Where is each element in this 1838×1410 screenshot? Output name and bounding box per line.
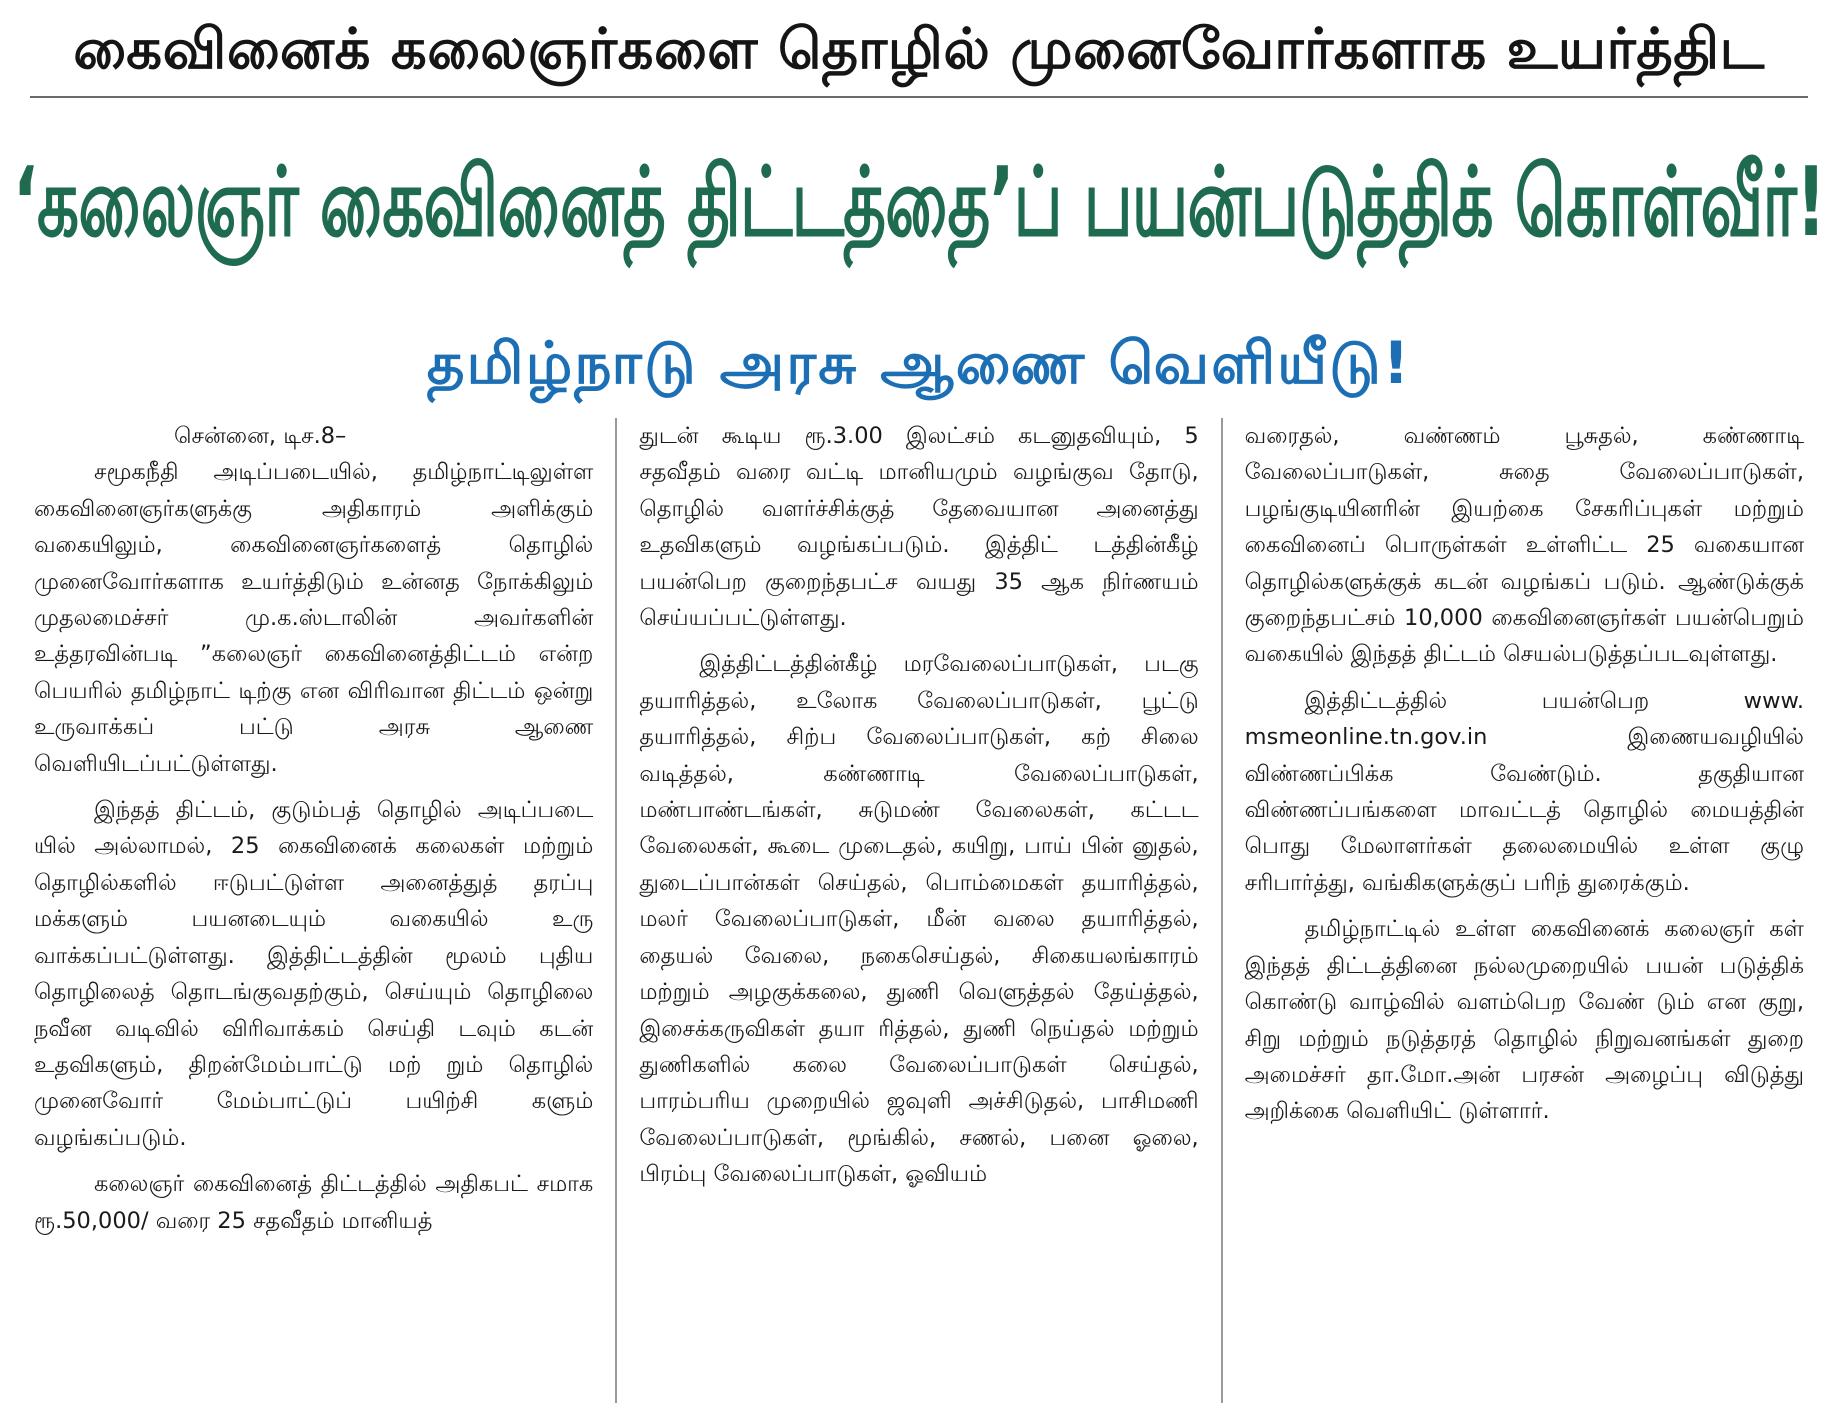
column-1 [12, 418, 615, 1403]
paragraph: இத்திட்டத்தில் பயன்பெற www. msmeonline.tn.gov.in இணையவழியில் விண்ணப்பிக்க வேண்டும். தகுதியான விண்ணப்பங்களை மாவட்டத் தொழில் மையத்தின் பொது மேலாளர்கள் தலைமையில் உள்ள குழு சரிபார்த்து, வங்கிகளுக்குப் பரிந் துரைக்கும். [1244, 687, 1804, 896]
paragraph: வரைதல், வண்ணம் பூசுதல், கண்ணாடி வேலைப்பாடுகள், சுதை வேலைப்பாடுகள், பழங்குடியினரின் இயற்கை சேகரிப்புகள் மற்றும் கைவினைப் பொருள்கள் உள்ளிட்ட 25 வகையான தொழில்களுக்குக் கடன் வழங்கப் படும். ஆண்டுக்குக் குறைந்தபட்சம் 10,000 கைவினைஞர்கள் பயன்பெறும் வகையில் இந்தத் திட்டம் செயல்படுத்தப்படவுள்ளது. [1244, 423, 1804, 668]
paragraph: கலைஞர் கைவினைத் திட்டத்தில் அதிகபட் சமாக ரூ.50,000/ வரை 25 சதவீதம் மானியத் [34, 1171, 594, 1234]
paragraph: துடன் கூடிய ரூ.3.00 இலட்சம் கடனுதவியும், 5 சதவீதம் வரை வட்டி மானியமும் வழங்குவ தோடு, தொழில் வளர்ச்சிக்குத் தேவையான அனைத்து உதவிகளும் வழங்கப்படும். இத்திட் டத்தின்கீழ் பயன்பெற குறைந்தபட்ச வயது 35 ஆக நிர்ணயம் செய்யப்பட்டுள்ளது. [639, 423, 1199, 632]
article-subhead: தமிழ்நாடு அரசு ஆணை வெளியீடு! [426, 329, 1412, 397]
article-headline: ‘கலைஞர் கைவினைத் திட்டத்தை’ப் பயன்படுத்திக் கொள்வீர்! [12, 146, 1826, 259]
article-body [12, 418, 1826, 1403]
paragraph: இத்திட்டத்தின்கீழ் மரவேலைப்பாடுகள், படகு தயாரித்தல், உலோக வேலைப்பாடுகள், பூட்டு தயாரித்தல், சிற்ப வேலைப்பாடுகள், கற் சிலை வடித்தல், கண்ணாடி வேலைப்பாடுகள், மண்பாண்டங்கள், சுடுமண் வேலைகள், கட்டட வேலைகள், கூடை முடைதல், கயிறு, பாய் பின் னுதல், துடைப்பான்கள் செய்தல், பொம்மைகள் தயாரித்தல், மலர் வேலைப்பாடுகள், மீன் வலை தயாரித்தல், தையல் வேலை, நகைசெய்தல், சிகையலங்காரம் மற்றும் அழகுக்கலை, துணி வெளுத்தல் தேய்த்தல், இசைக்கருவிகள் தயா ரித்தல், துணி நெய்தல் மற்றும் துணிகளில் கலை வேலைப்பாடுகள் செய்தல், பாரம்பரிய முறையில் ஜவுளி அச்சிடுதல், பாசிமணி வேலைப்பாடுகள், மூங்கில், சணல், பனை ஓலை, பிரம்பு வேலைப்பாடுகள், ஓவியம் [639, 651, 1199, 1188]
paragraph: சமூகநீதி அடிப்படையில், தமிழ்நாட்டிலுள்ள கைவினைஞர்களுக்கு அதிகாரம் அளிக்கும் வகையிலும், கைவினைஞர்களைத் தொழில் முனைவோர்களாக உயர்த்திடும் உன்னத நோக்கிலும் முதலமைச்சர் மு.க.ஸ்டாலின் அவர்களின் உத்தரவின்படி ”கலைஞர் கைவினைத்திட்டம் என்ற பெயரில் தமிழ்நாட் டிற்கு என விரிவான திட்டம் ஒன்று உருவாக்கப் பட்டு அரசு ஆணை வெளியிடப்பட்டுள்ளது. [34, 459, 594, 777]
paragraph: இந்தத் திட்டம், குடும்பத் தொழில் அடிப்படை யில் அல்லாமல், 25 கைவினைக் கலைகள் மற்றும் தொழில்களில் ஈடுபட்டுள்ள அனைத்துத் தரப்பு மக்களும் பயனடையும் வகையில் உரு வாக்கப்பட்டுள்ளது. இத்திட்டத்தின் மூலம் புதிய தொழிலைத் தொடங்குவதற்கும், செய்யும் தொழிலை நவீன வடிவில் விரிவாக்கம் செய்தி டவும் கடன் உதவிகளும், திறன்மேம்பாட்டு மற் றும் தொழில் முனைவோர் மேம்பாட்டுப் பயிற்சி களும் வழங்கப்படும். [34, 797, 594, 1151]
column-3 [1221, 418, 1826, 1403]
dateline: சென்னை, டிச.8– [174, 423, 347, 449]
paragraph: தமிழ்நாட்டில் உள்ள கைவினைக் கலைஞர் கள் இந்தத் திட்டத்தினை நல்லமுறையில் பயன் படுத்திக் கொண்டு வாழ்வில் வளம்பெற வேண் டும் என குறு, சிறு மற்றும் நடுத்தரத் தொழில் நிறுவனங்கள் துறை அமைச்சர் தா.மோ.அன் பரசன் அழைப்பு விடுத்து அறிக்கை வெளியிட் டுள்ளார். [1244, 916, 1804, 1125]
column-2 [615, 418, 1220, 1403]
article-kicker: கைவினைக் கலைஞர்களை தொழில் முனைவோர்களாக உயர்த்திட [73, 17, 1765, 82]
